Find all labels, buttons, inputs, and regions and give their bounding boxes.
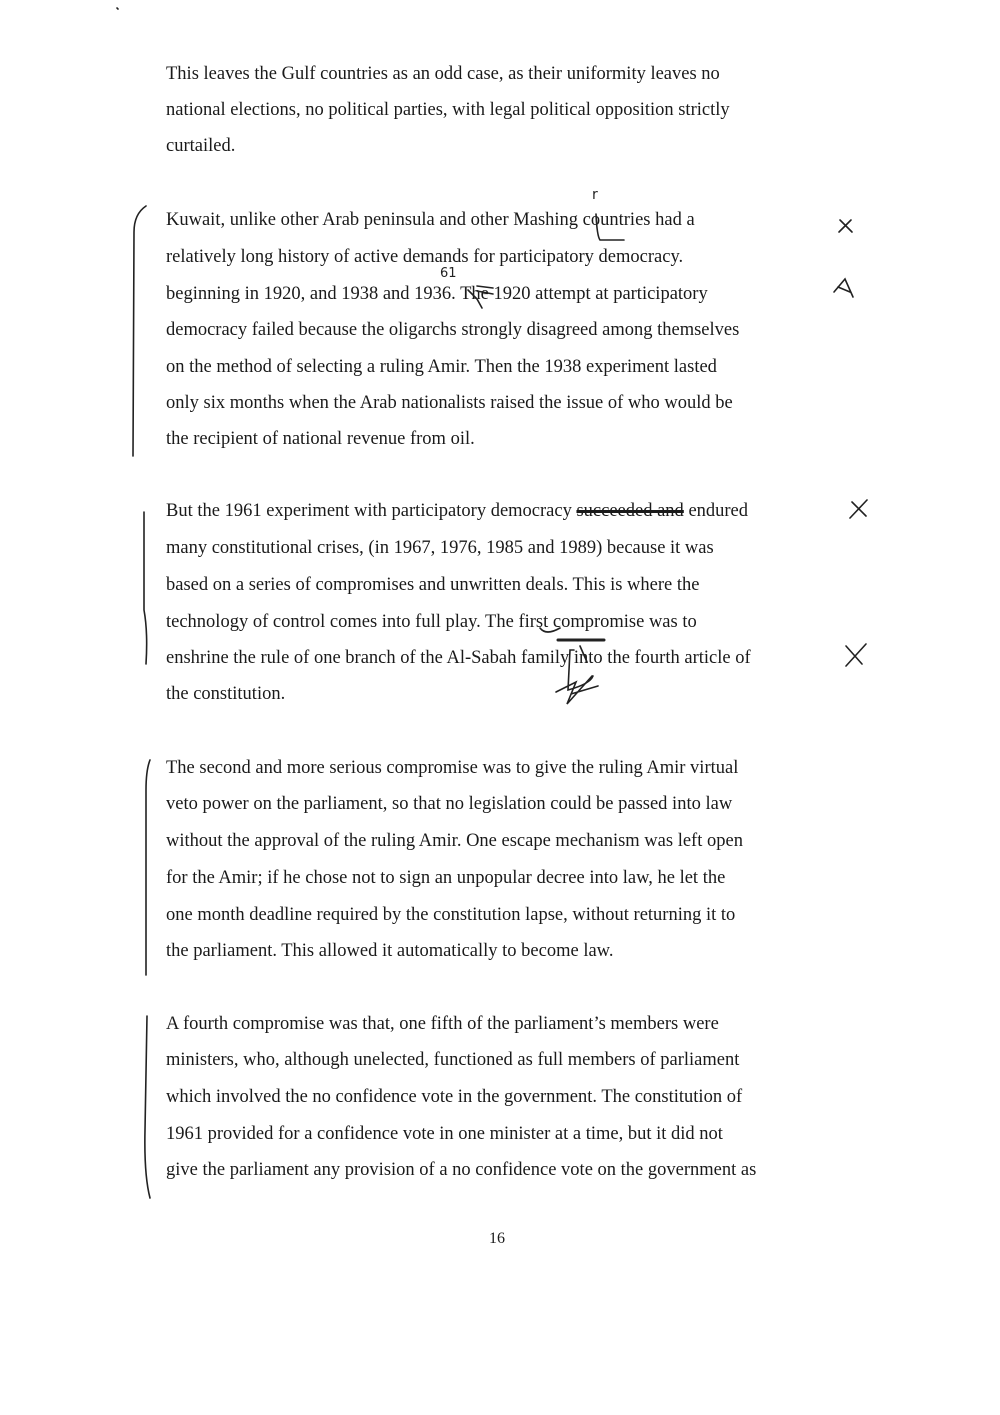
text-segment: endured: [683, 501, 749, 521]
struck-text: succeeded and: [576, 501, 684, 521]
text-line: the constitution.: [166, 684, 286, 704]
text-line: ministers, who, although unelected, functioned as full members of parliament: [166, 1050, 740, 1070]
text-line: the recipient of national revenue from oil.: [166, 429, 475, 449]
page-speck-mark: [117, 8, 118, 9]
text-line: veto power on the parliament, so that no legislation could be passed into law: [166, 794, 733, 814]
text-line: This leaves the Gulf countries as an odd case, as their uniformity leaves no: [166, 64, 720, 84]
text-line: technology of control comes into full play. The first compromise was to: [166, 612, 697, 632]
text-line: on the method of selecting a ruling Amir. Then the 1938 experiment lasted: [166, 357, 717, 377]
text-line: only six months when the Arab nationalists raised the issue of who would be: [166, 393, 733, 413]
text-line: which involved the no confidence vote in the government. The constitution of: [166, 1087, 743, 1107]
text-line: A fourth compromise was that, one fifth of the parliament’s members were: [166, 1014, 719, 1034]
margin-bracket-mark: [146, 760, 150, 975]
right-margin-x-mark: [839, 220, 852, 232]
text-line: the parliament. This allowed it automatically to become law.: [166, 941, 614, 961]
text-line: beginning in 1920, and 1938 and 1936. The 1920 attempt at participatory: [166, 284, 708, 304]
text-line: for the Amir; if he chose not to sign an unpopular decree into law, he let the: [166, 868, 726, 888]
text-line: national elections, no political parties, with legal political opposition strictly: [166, 100, 730, 120]
text-segment: But the 1961 experiment with participatory democracy: [166, 501, 577, 521]
text-line: without the approval of the ruling Amir. One escape mechanism was left open: [166, 831, 743, 851]
right-margin-x-mark: [846, 644, 866, 666]
margin-bracket-mark: [145, 1016, 150, 1198]
text-line: [166, 499, 748, 523]
handwritten-year-correction: 61: [440, 266, 457, 281]
margin-bracket-mark: [133, 206, 146, 456]
page-number: 16: [489, 1230, 505, 1247]
right-margin-x-mark: [850, 500, 867, 518]
text-line: many constitutional crises, (in 1967, 1976, 1985 and 1989) because it was: [166, 538, 714, 558]
text-line: enshrine the rule of one branch of the Al-Sabah family into the fourth article of: [166, 648, 751, 668]
text-line: Kuwait, unlike other Arab peninsula and other Mashing countries had a: [166, 210, 695, 230]
margin-bracket-mark: [144, 512, 147, 664]
text-line: give the parliament any provision of a no confidence vote on the government as: [166, 1160, 757, 1180]
right-margin-x-mark: [834, 279, 853, 297]
text-line: based on a series of compromises and unwritten deals. This is where the: [166, 575, 700, 595]
handwritten-insert-note: r: [592, 187, 598, 203]
text-line: 1961 provided for a confidence vote in one minister at a time, but it did not: [166, 1124, 723, 1144]
text-line: relatively long history of active demands for participatory democracy.: [166, 247, 684, 267]
text-line: one month deadline required by the constitution lapse, without returning it to: [166, 905, 736, 925]
text-line: curtailed.: [166, 136, 236, 156]
text-line: democracy failed because the oligarchs strongly disagreed among themselves: [166, 320, 740, 340]
text-line: The second and more serious compromise was to give the ruling Amir virtual: [166, 758, 739, 778]
handwritten-scribble-mark: [556, 676, 598, 704]
